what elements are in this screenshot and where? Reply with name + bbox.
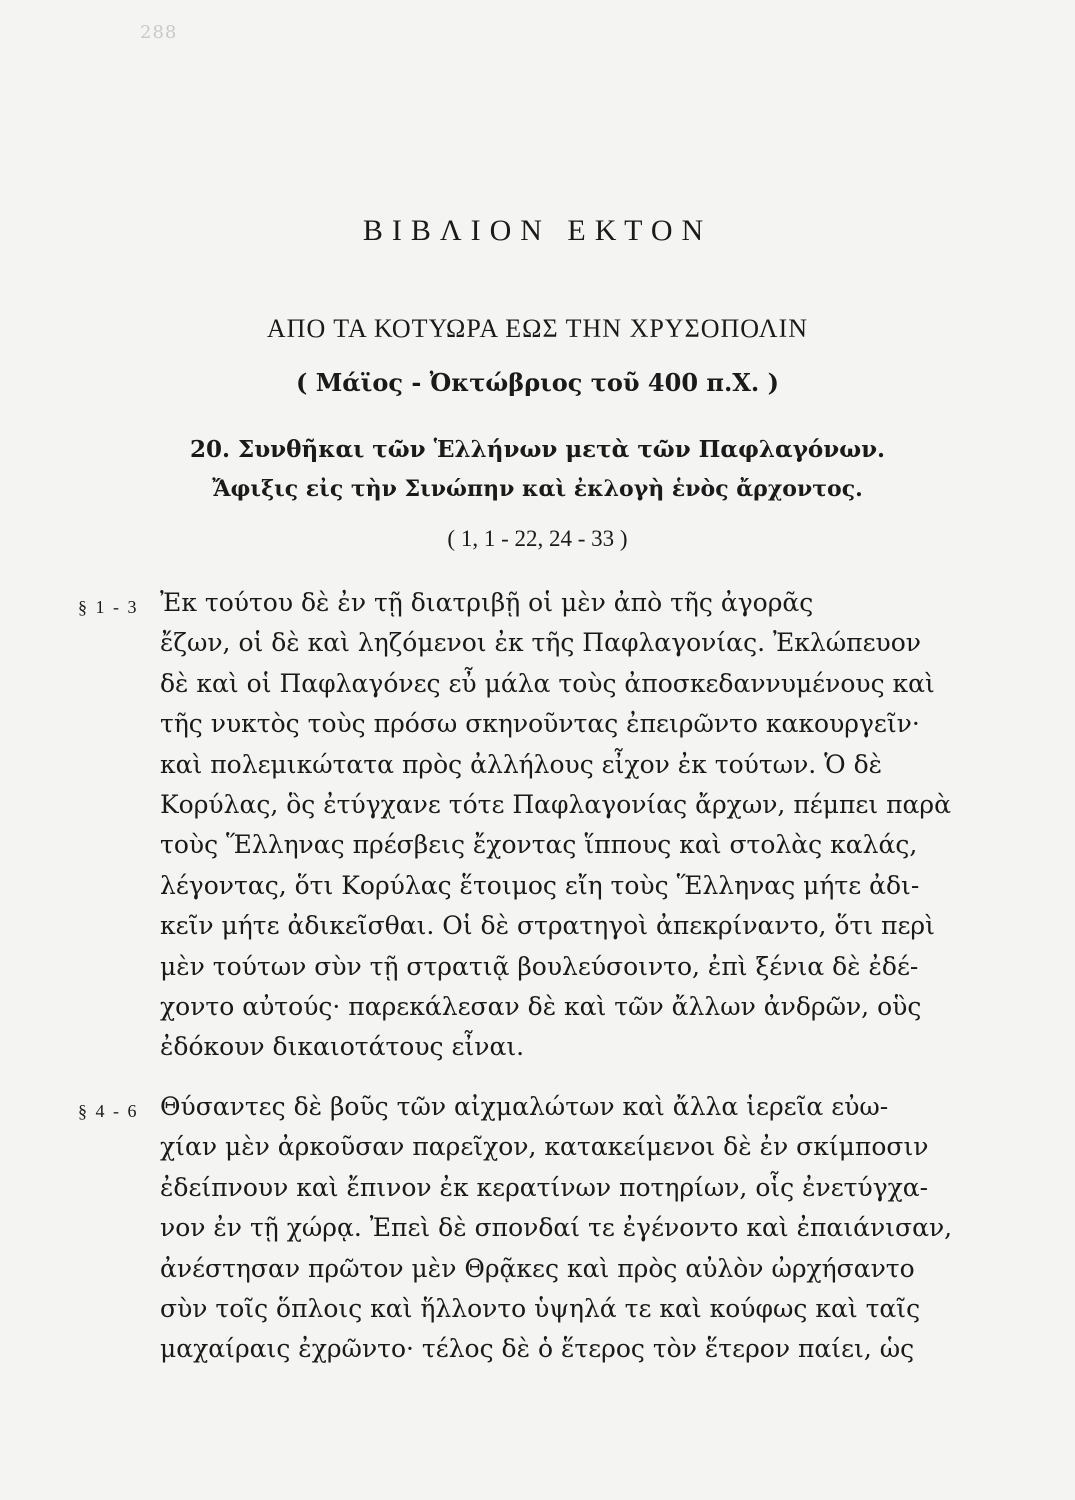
text-line: ἀνέστησαν πρῶτον μὲν Θρᾷκες καὶ πρὸς αὐλὸν ὠρχήσαντο [160,1253,915,1283]
text-line: ἐδείπνουν καὶ ἔπινον ἐκ κερατίνων ποτηρίων, οἷς ἐνετύγχα- [160,1172,929,1202]
text-line: νον ἐν τῇ χώρᾳ. Ἐπεὶ δὲ σπονδαί τε ἐγένοντο καὶ ἐπαιάνισαν, [160,1213,953,1243]
paragraph [160,1087,1020,1370]
text-line: Κορύλας, ὃς ἐτύγχανε τότε Παφλαγονίας ἄρχων, πέμπει παρὰ [160,790,951,820]
text-line: σὺν τοῖς ὅπλοις καὶ ἥλλοντο ὑψηλά τε καὶ κούφως καὶ ταῖς [160,1294,921,1324]
text-line: λέγοντας, ὅτι Κορύλας ἕτοιμος εἴη τοὺς Ἕλληνας μήτε ἀδι- [160,870,920,900]
book-title: ΒΙΒΛΙΟΝ ΕΚΤΟΝ [362,214,713,247]
chapter-dates: ( Μάϊος - Ὀκτώβριος τοῦ 400 π.Χ. ) [296,368,779,397]
section-title: 20. Συνθῆκαι τῶν Ἑλλήνων μετὰ τῶν Παφλαγόνων. [189,436,886,463]
page-number: 288 [140,22,178,43]
text-line: κεῖν μήτε ἀδικεῖσθαι. Οἱ δὲ στρατηγοὶ ἀπεκρίναντο, ὅτι περὶ [160,911,935,941]
text-line: τοὺς Ἕλληνας πρέσβεις ἔχοντας ἵππους καὶ στολὰς καλάς, [160,830,918,860]
paragraph [160,583,1020,1068]
text-line: χίαν μὲν ἀρκοῦσαν παρεῖχον, κατακείμενοι δὲ ἐν σκίμποσιν [160,1132,929,1162]
margin-reference: § 4 - 6 [78,1101,139,1121]
text-line: δὲ καὶ οἱ Παφλαγόνες εὖ μάλα τοὺς ἀποσκεδαννυμένους καὶ [160,668,935,698]
text-line: μαχαίραις ἐχρῶντο· τέλος δὲ ὁ ἕτερος τὸν ἕτερον παίει, ὡς [160,1334,915,1364]
text-line: ἔζων, οἱ δὲ καὶ ληζόμενοι ἐκ τῆς Παφλαγονίας. Ἐκλώπευον [160,628,921,658]
text-line: Θύσαντες δὲ βοῦς τῶν αἰχμαλώτων καὶ ἄλλα ἱερεῖα εὐω- [160,1092,889,1121]
passage-reference: ( 1, 1 - 22, 24 - 33 ) [447,526,628,551]
text-line: μὲν τούτων σὺν τῇ στρατιᾷ βουλεύσοιντο, ἐπὶ ξένια δὲ ἐδέ- [160,951,919,981]
chapter-title: ΑΠΟ ΤΑ ΚΟΤΥΩΡΑ ΕΩΣ ΤΗΝ ΧΡΥΣΟΠΟΛΙΝ [266,314,809,343]
text-line: καὶ πολεμικώτατα πρὸς ἀλλήλους εἶχον ἐκ τούτων. Ὁ δὲ [160,749,883,779]
text-line: ἐδόκουν δικαιοτάτους εἶναι. [160,1032,525,1062]
margin-reference: § 1 - 3 [78,597,139,617]
section-subtitle: Ἄφιξις εἰς τὴν Σινώπην καὶ ἐκλογὴ ἑνὸς ἄρχοντος. [212,476,863,502]
text-line: Ἐκ τούτου δὲ ἐν τῇ διατριβῇ οἱ μὲν ἀπὸ τῆς ἀγορᾶς [160,588,814,617]
text-line: χοντο αὐτούς· παρεκάλεσαν δὲ καὶ τῶν ἄλλων ἀνδρῶν, οὓς [160,992,922,1022]
text-line: τῆς νυκτὸς τοὺς πρόσω σκηνοῦντας ἐπειρῶντο κακουργεῖν· [160,709,920,739]
